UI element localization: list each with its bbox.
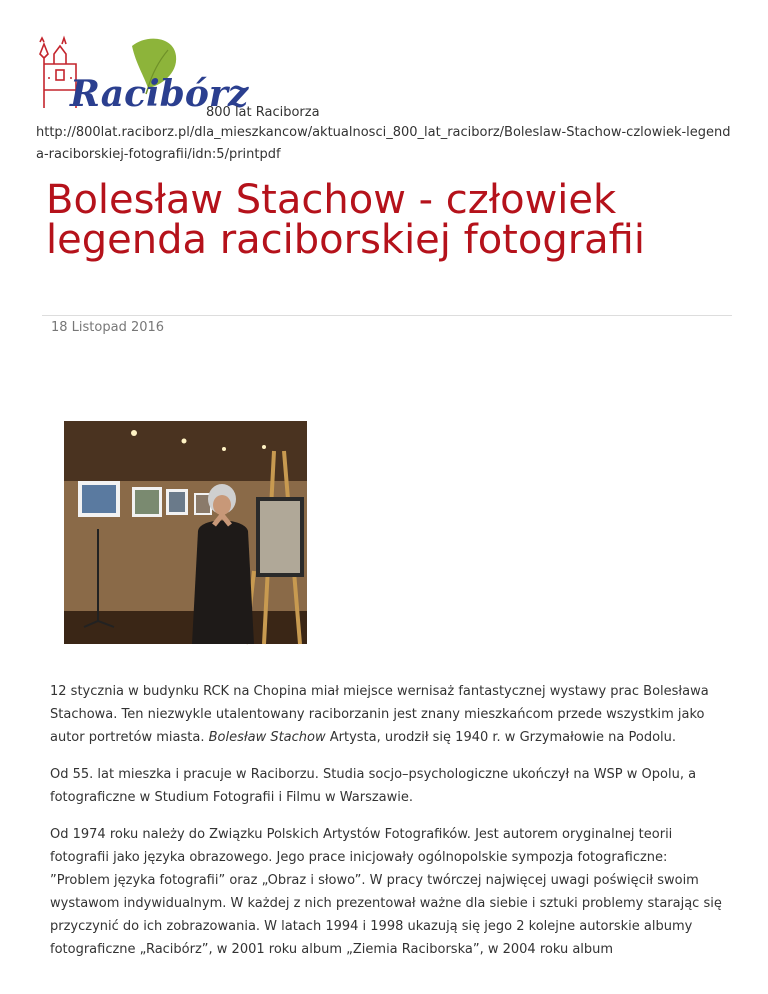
svg-text:Racibórz: Racibórz bbox=[70, 73, 249, 115]
article-photo bbox=[64, 421, 307, 644]
article-body bbox=[50, 680, 730, 975]
raciborz-logo bbox=[36, 30, 249, 116]
article-title: Bolesław Stachow - człowiek legenda raciborskiej fotografii bbox=[46, 177, 645, 263]
page-header bbox=[36, 30, 736, 120]
paragraph-2: Od 55. lat mieszka i pracuje w Raciborzu. Studia socjo–psychologiczne ukończył na WSP w Opolu, a fotograficzne w Studium Fotografii i Filmu w Warszawie. bbox=[50, 767, 697, 805]
site-name: 800 lat Raciborza bbox=[206, 105, 320, 120]
paragraph-3: Od 1974 roku należy do Związku Polskich Artystów Fotografików. Jest autorem oryginalnej teorii fotografii jako języka obrazowego. Jego prace inicjowały ogólnopolskie sympozja fotograficzne: ”Problem języka fotografii” oraz „Obraz i słowo”. W pracy twórczej najwięcej uwagi poświęcił swoim wystawom indywidualnym. W każdej z nich prezentował ważne dla siebie i sztuki problemy starając się przyczynić do ich zobrazowania. W latach 1994 i 1998 ukazują się jego 2 kolejne autorskie albumy fotograficzne „Racibórz”, w 2001 roku album „Ziemia Raciborska”, w 2004 roku album bbox=[50, 827, 722, 957]
title-divider bbox=[42, 315, 732, 316]
artist-name: Bolesław Stachow bbox=[208, 730, 326, 745]
source-url: http://800lat.raciborz.pl/dla_mieszkancow/aktualnosci_800_lat_raciborz/Boleslaw-Stachow-czlowiek-legenda-raciborskiej-fotografii/idn:5/printpdf bbox=[36, 125, 731, 162]
article-date: 18 Listopad 2016 bbox=[51, 320, 165, 335]
paragraph-1: 12 stycznia w budynku RCK na Chopina miał miejsce wernisaż fantastycznej wystawy prac Bolesława Stachowa. Ten niezwykle utalentowany raciborzanin jest znany mieszkańcom przede wszystkim jako autor portretów miasta. Bolesław Stachow Artysta, urodził się 1940 r. w Grzymałowie na Podolu. bbox=[50, 684, 709, 745]
